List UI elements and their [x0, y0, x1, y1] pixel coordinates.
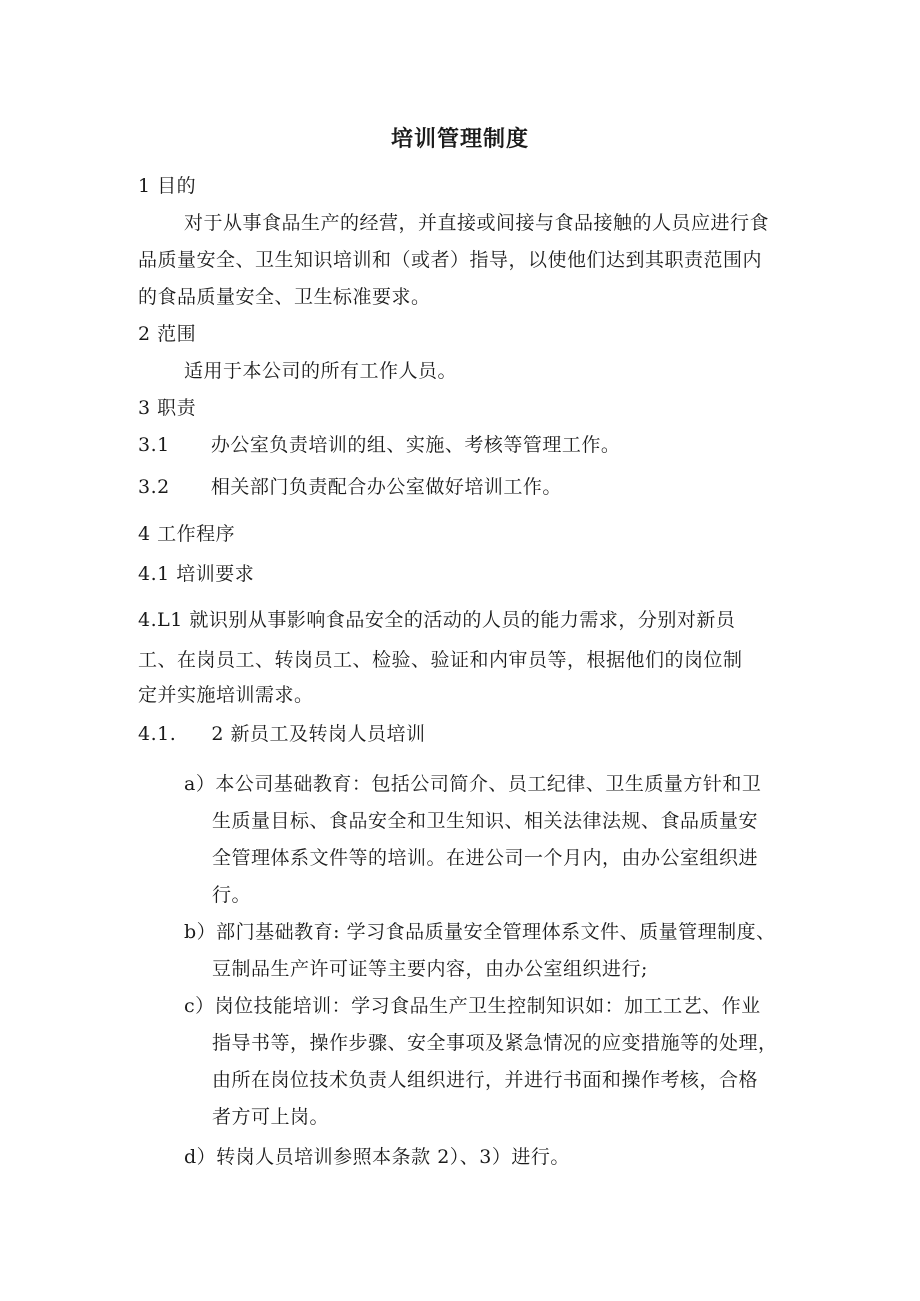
- item-text: 2 新员工及转岗人员培训: [211, 723, 426, 745]
- list-item-c-line: c）岗位技能培训：学习食品生产卫生控制知识如：加工工艺、作业: [184, 995, 761, 1017]
- item-number: 3.1: [138, 434, 170, 456]
- item-text: 相关部门负责配合办公室做好培训工作。: [210, 476, 562, 498]
- paragraph-4-1-1-line: 工、在岗员工、转岗员工、检验、验证和内审员等，根据他们的岗位制: [138, 649, 743, 671]
- section-3-item: [138, 433, 620, 457]
- list-item-c-line: 者方可上岗。: [212, 1106, 330, 1128]
- section-4-heading: 4 工作程序: [138, 523, 236, 545]
- section-1-line: 的食品质量安全、卫生标准要求。: [138, 286, 431, 308]
- paragraph-4-1-2-heading: [138, 722, 426, 746]
- section-1-line: 对于从事食品生产的经营，并直接或间接与食品接触的人员应进行食: [184, 212, 770, 234]
- list-item-a-line: 行。: [212, 884, 252, 906]
- section-4-1-heading: 4.1 培训要求: [138, 563, 255, 585]
- list-item-a-line: 全管理体系文件等的培训。在进公司一个月内，由办公室组织进: [212, 847, 759, 869]
- item-text: 办公室负责培训的组、实施、考核等管理工作。: [210, 434, 621, 456]
- item-number: 4.1.: [138, 723, 177, 745]
- section-1-heading: 1 目的: [138, 175, 197, 197]
- list-item-a-line: 生质量目标、食品安全和卫生知识、相关法律法规、食品质量安: [212, 810, 759, 832]
- section-2-line: 适用于本公司的所有工作人员。: [184, 360, 458, 382]
- section-2-heading: 2 范围: [138, 323, 197, 345]
- item-number: 3.2: [138, 476, 170, 498]
- paragraph-4-1-1-line: 定并实施培训需求。: [138, 684, 314, 706]
- paragraph-4-1-1-line: 4.L1 就识别从事影响食品安全的活动的人员的能力需求，分别对新员: [138, 609, 736, 631]
- section-1-line: 品质量安全、卫生知识培训和（或者）指导，以使他们达到其职责范围内: [138, 249, 763, 271]
- list-item-c-line: 指导书等，操作步骤、安全事项及紧急情况的应变措施等的处理，: [212, 1032, 778, 1054]
- list-item-d-line: d）转岗人员培训参照本条款 2）、3）进行。: [184, 1146, 570, 1168]
- list-item-c-line: 由所在岗位技术负责人组织进行，并进行书面和操作考核，合格: [212, 1069, 759, 1091]
- section-3-item: [138, 475, 562, 499]
- list-item-a-line: a）本公司基础教育：包括公司简介、员工纪律、卫生质量方针和卫: [184, 773, 762, 795]
- document-title: 培训管理制度: [390, 127, 529, 152]
- list-item-b-line: b）部门基础教育: 学习食品质量安全管理体系文件、质量管理制度、: [184, 921, 776, 943]
- section-3-heading: 3 职责: [138, 397, 197, 419]
- list-item-b-line: 豆制品生产许可证等主要内容，由办公室组织进行;: [212, 958, 648, 980]
